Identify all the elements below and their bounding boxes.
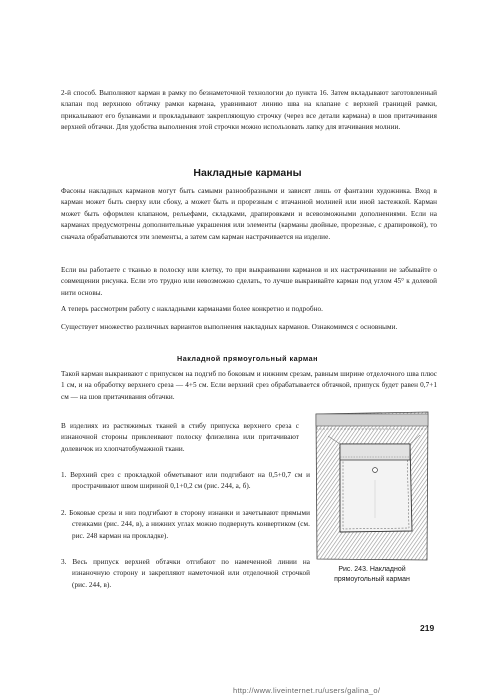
watermark-url: http://www.liveinternet.ru/users/galina_o/ <box>233 686 381 695</box>
paragraph-3: А теперь рассмотрим работу с накладными карманами более конкретно и подробно. <box>61 305 324 313</box>
page-number: 219 <box>420 623 435 633</box>
intro-paragraph: 2-й способ. Выполняют карман в рамку по безнаметочной технологии до пункта 16. Затем вкладывают заготовленный клапан под верхнюю обтачку рамки кармана, уравнивают линию шва на клапане с верхней границей рамки, прикалывают его булавками и прокладывают закрепляющую строчку (через все детали кармана) в шов притачивания верхней обтачки. Для удобства выполнения этой строчки можно использовать лапку для втачивания молнии. <box>61 89 437 132</box>
step-3: 3. Весь припуск верхней обтачки отгибают по намеченной линии на изнаночную сторону и закрепляют наметочной или отделочной строчкой (рис. 244, в). <box>61 558 310 589</box>
section-heading: Накладные карманы <box>193 167 302 179</box>
figure-caption <box>305 565 439 585</box>
paragraph-1: Фасоны накладных карманов могут быть самыми разнообразными и зависят лишь от фантазии художника. Вход в карман может быть сверху или сбоку, а может быть и прорезным с втачанной молнией или иной застежкой. Карман может быть оформлен клапаном, рельефами, складками, драпировками и всевозможными дополнениями. Если на карманах предусмотрены дополнительные украшения или элементы (карманы двойные, прорезные, с драпировкой), то сначала обрабатываются эти элементы, а затем сам карман настрачивается на изделие. <box>61 187 437 241</box>
figure-caption-line2: прямоугольный карман <box>334 576 410 583</box>
paragraph-4: Существует множество различных вариантов выполнения накладных карманов. Ознакомимся с основными. <box>61 323 398 331</box>
step-2: 2. Боковые срезы и низ подгибают в сторону изнанки и зачетывают прямыми стежками (рис. 244, в), а нижних углах можно подвернуть конвертиком (см. рис. 248 карман на прокладке). <box>61 509 310 540</box>
figure-caption-line1: Рис. 243. Накладной <box>338 566 406 573</box>
step-1: 1. Верхний срез с прокладкой обметывают или подгибают на 0,5+0,7 см и прострачивают швом шириной 0,1+0,2 см (рис. 244, а, б). <box>61 471 310 491</box>
rect-pocket-intro: Такой карман выкраивают с припуском на подгиб по боковым и нижним срезам, равным ширине отделочного шва плюс 1 см, и на обработку верхнего среза — 4+5 см. Если верхний срез обрабатывается обтачкой, припуск будет равен 0,7+1 см — на шов притачивания обтачки. <box>61 370 437 401</box>
paragraph-2: Если вы работаете с тканью в полоску или клетку, то при выкраивании карманов и их настрачивании не забывайте о совмещении рисунка. Если это трудно или невозможно сделать, то лучше выкраивайте карман под углом 45° к долевой нити основы. <box>61 266 437 297</box>
pocket-illustration <box>314 410 430 562</box>
column-intro: В изделиях из растяжимых тканей в стибу припуска верхнего среза с изнаночной стороны приклеивают полоску флизелина или притачивают долевичок из хлопчатобумажной ткани. <box>61 422 299 453</box>
subsection-heading: Накладной прямоугольный карман <box>177 354 318 363</box>
